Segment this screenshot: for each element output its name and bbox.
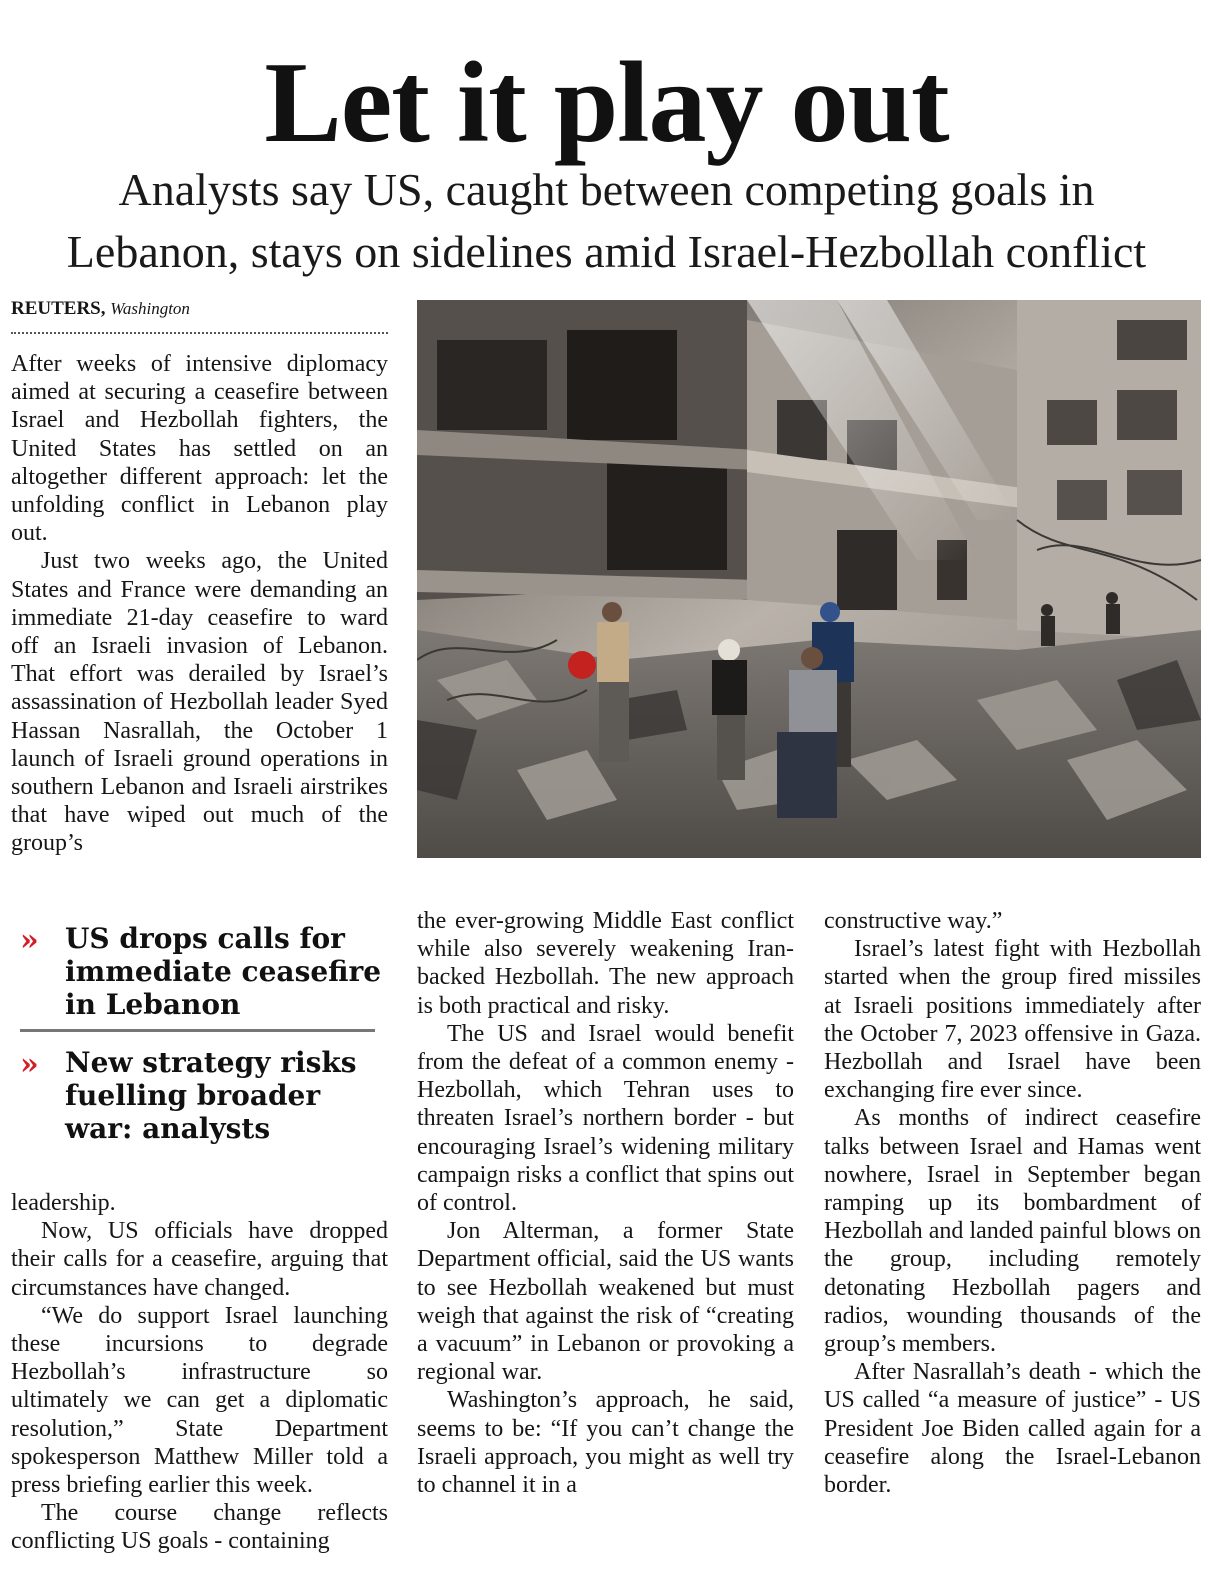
byline-location: Washington [110,299,190,318]
article-column-3 [824,907,1201,1499]
paragraph: After Nasrallah’s death - which the US called “a measure of justice” - US President Joe Biden called again for a ceasefire along the Israel-Lebanon border. [824,1359,1201,1499]
paragraph: As months of indirect ceasefire talks between Israel and Hamas went nowhere, Israel in September began ramping up its bombardment of Hezbollah and landed painful blows on the group, including remotely detonating Hezbollah pagers and radios, wounding thousands of the group’s members. [824,1105,1201,1358]
highlight-text: US drops calls for immediate ceasefire in Lebanon [65,922,382,1021]
byline-dotted-rule [11,332,388,334]
paragraph: leadership. [11,1190,116,1216]
paragraph: Just two weeks ago, the United States and France were demanding an immediate 21-day ceasefire to ward off an Israeli invasion of Lebanon. That effort was derailed by Israel’s assassination of Hezbollah leader Syed Hassan Nasrallah, the October 1 launch of Israeli ground operations in southern Lebanon and Israeli airstrikes that have wiped out much of the group’s [11,548,388,857]
deck-line-2: Lebanon, stays on sidelines amid Israel-Hezbollah conflict [66,226,1147,277]
paragraph: Israel’s latest fight with Hezbollah started when the group fired missiles at Israeli positions immediately after the October 7, 2023 offensive in Gaza. Hezbollah and Israel have been exchanging fire ever since. [824,936,1201,1104]
highlight-text: New strategy risks fuelling broader war: analysts [65,1046,357,1145]
deck-line-1: Analysts say US, caught between competing goals in [118,164,1095,215]
paragraph: Washington’s approach, he said, seems to be: “If you can’t change the Israeli approach, you might as well try to channel it in a [417,1387,794,1499]
chevron-right-icon: » [20,923,33,958]
paragraph: Now, US officials have dropped their calls for a ceasefire, arguing that circumstances have changed. [11,1218,388,1301]
byline [11,296,190,322]
headline: Let it play out [264,39,949,167]
article-column-1-top [11,350,388,858]
paragraph: constructive way.” [824,908,1003,934]
article-column-2 [417,907,794,1499]
paragraph: After weeks of intensive diplomacy aimed at securing a ceasefire between Israel and Hezbollah fighters, the United States has settled on an altogether different approach: let the unfolding conflict in Lebanon play out. [11,351,388,547]
chevron-right-icon: » [20,1047,33,1082]
paragraph: Jon Alterman, a former State Department official, said the US wants to see Hezbollah weakened but must weigh that against the risk of “creating a vacuum” in Lebanon or provoking a regional war. [417,1218,794,1386]
news-photo [417,300,1201,858]
highlight-divider [20,1029,375,1032]
highlight-item [20,1046,385,1145]
paragraph: the ever-growing Middle East conflict while also severely weakening Iran-backed Hezbollah. The new approach is both practical and risky. [417,908,794,1019]
highlight-item [20,922,385,1021]
paragraph: The course change reflects conflicting US goals - containing [11,1500,388,1555]
paragraph: The US and Israel would benefit from the defeat of a common enemy - Hezbollah, which Tehran uses to threaten Israel’s northern border - but encouraging Israel’s widening military campaign risks a conflict that spins out of control. [417,1020,794,1217]
byline-agency: REUTERS, [11,298,106,319]
article-column-1-bottom [11,1189,388,1556]
paragraph: “We do support Israel launching these incursions to degrade Hezbollah’s infrastructure so ultimately we can get a diplomatic resolution,” State Department spokesperson Matthew Miller told a press briefing earlier this week. [11,1302,388,1499]
